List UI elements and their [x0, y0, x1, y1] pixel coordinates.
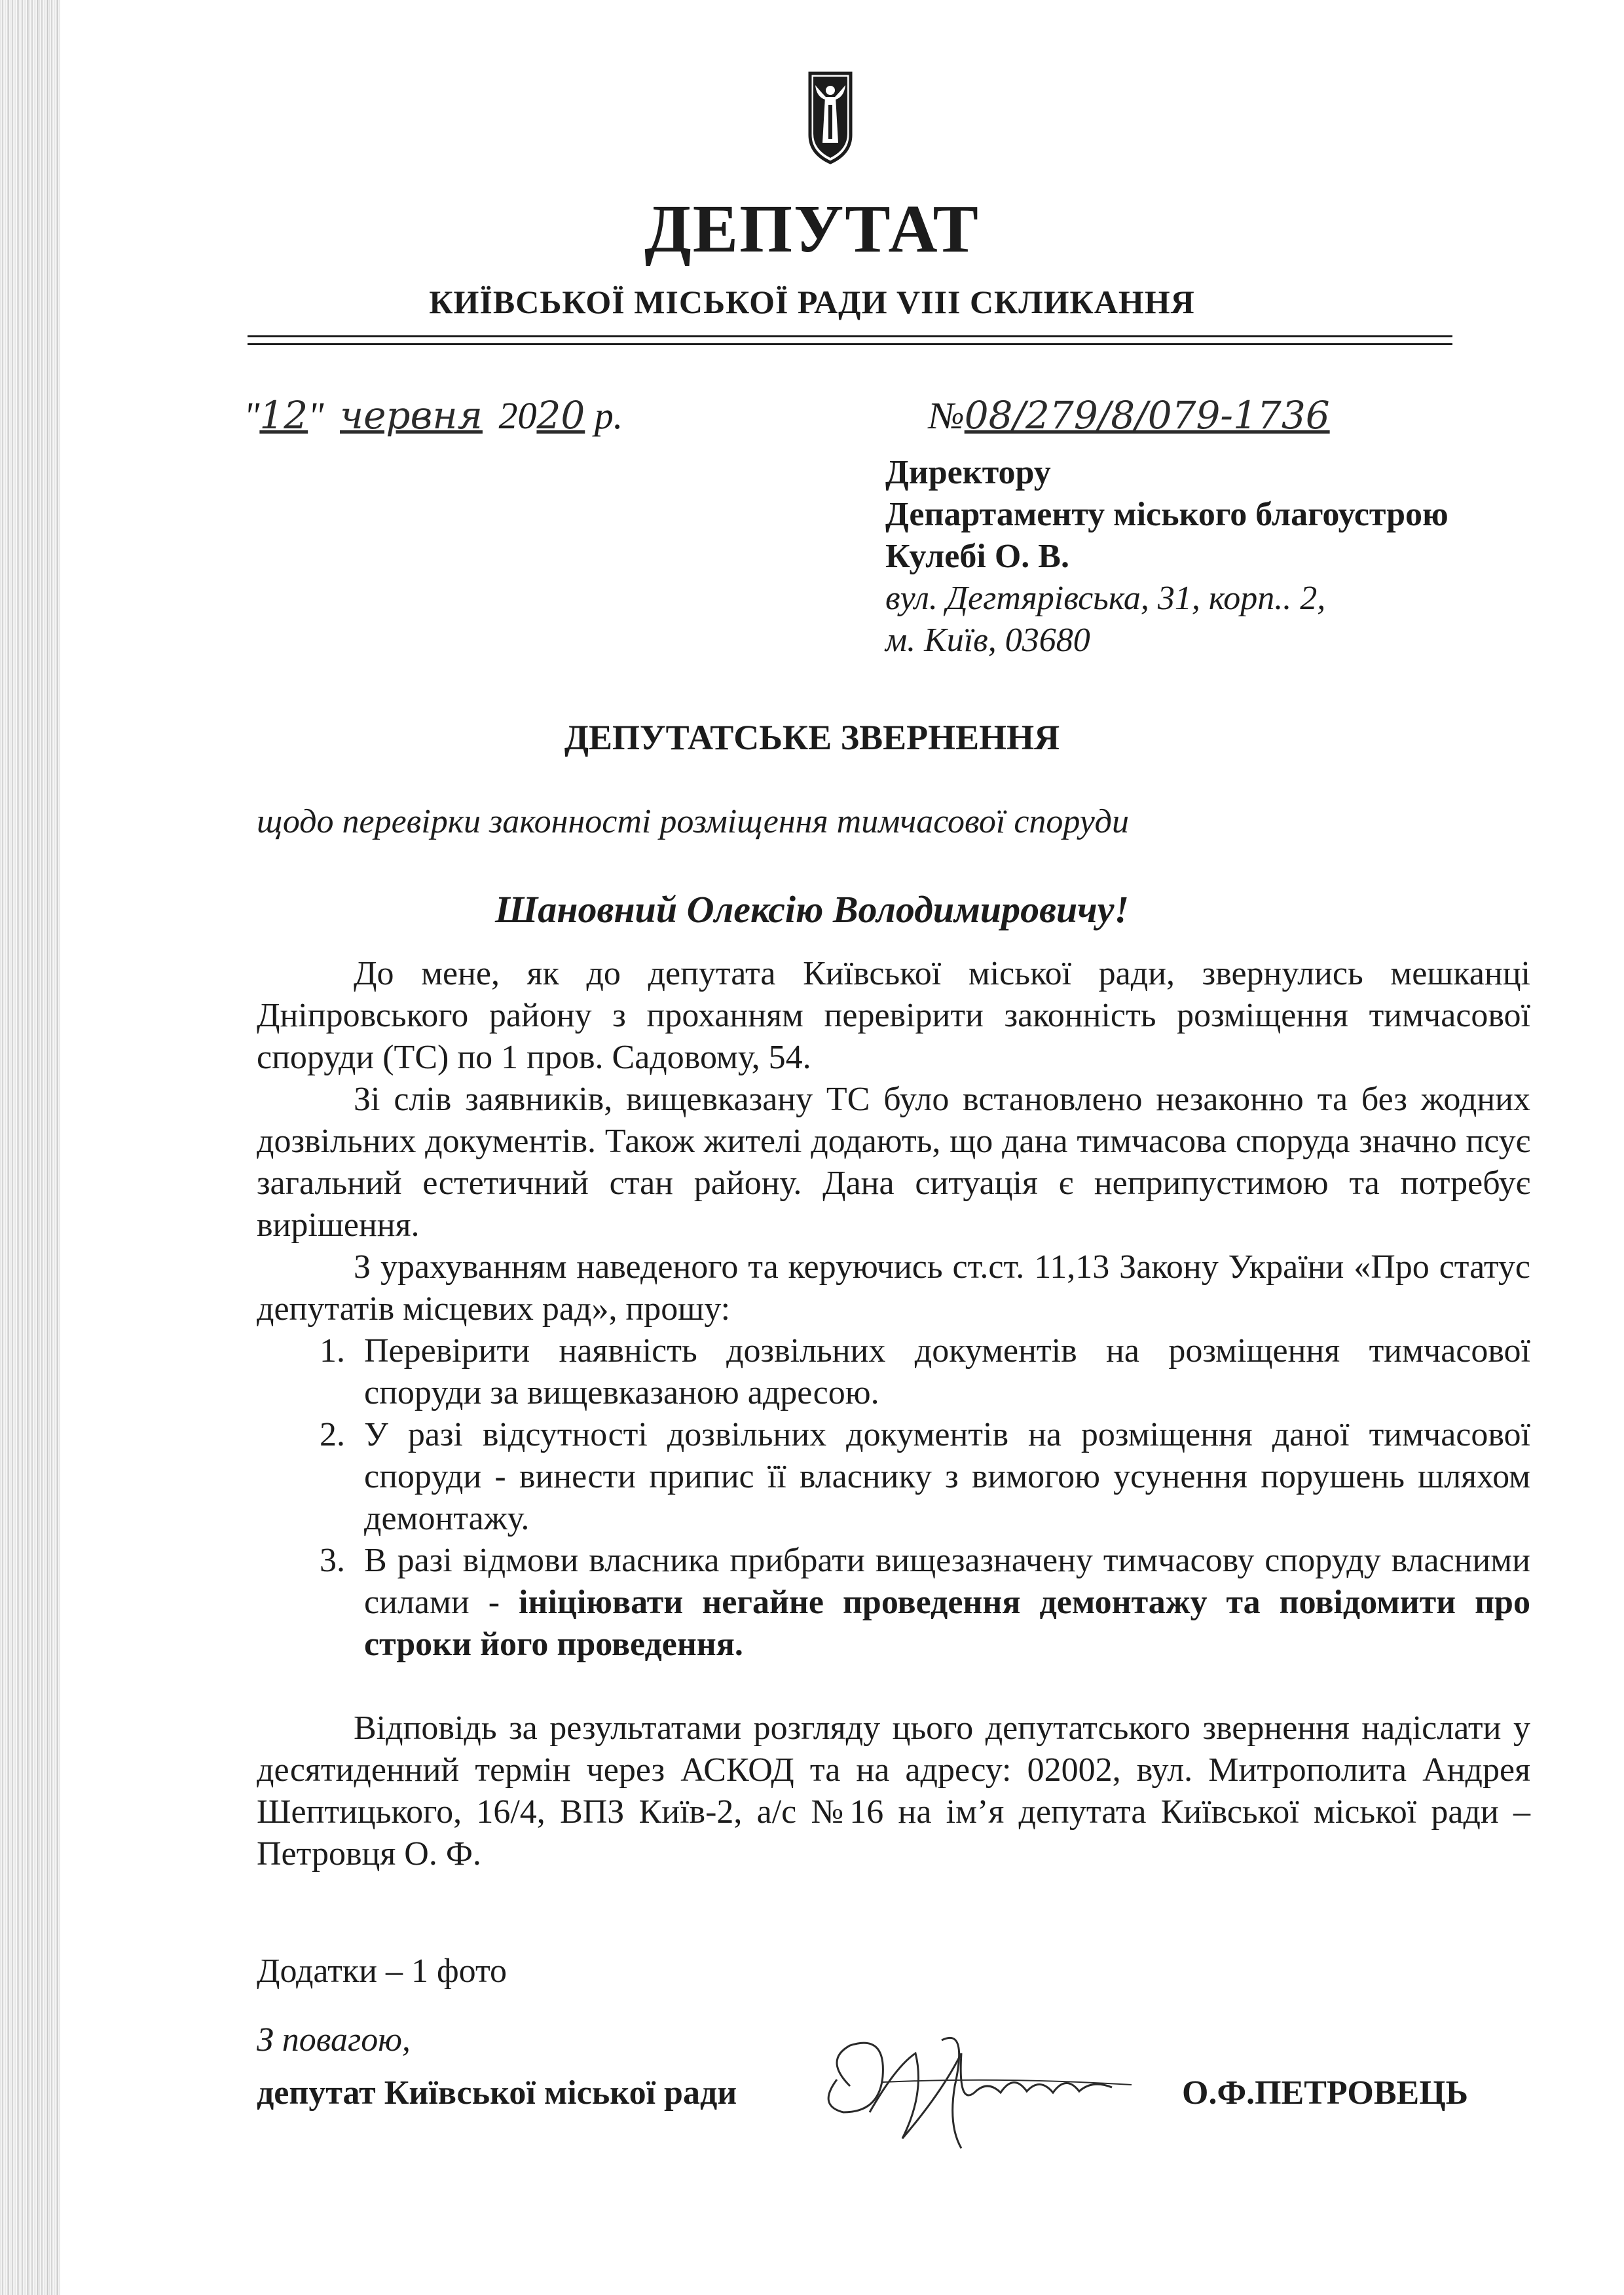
document-body: [257, 953, 1530, 1875]
document-subject: щодо перевірки законності розміщення тимчасової споруди: [257, 803, 1129, 840]
document-date: [244, 393, 623, 438]
salutation: Шановний Олексію Володимировичу!: [494, 888, 1130, 931]
body-paragraph-4: Відповідь за результатами розгляду цього депутатського звернення надіслати у десятиденний термін через АСКОД та на адресу: 02002, вул. Митрополита Андрея Шептицького, 16/4, ВПЗ Київ-2, а/с №16 на ім’я депутата Київської міської ради – Петровця О. Ф.: [257, 1709, 1530, 1873]
closing-regards: З повагою,: [257, 2021, 411, 2059]
header-rule-top: [248, 335, 1452, 337]
addressee-city: м. Київ, 03680: [885, 622, 1090, 659]
kyiv-coat-of-arms-icon: [807, 71, 853, 165]
addressee-street: вул. Дегтярівська, 31, корп.. 2,: [885, 580, 1326, 617]
handwritten-signature: [804, 2014, 1145, 2152]
request-item-3: [354, 1540, 1530, 1666]
date-quote-open: ": [244, 394, 260, 437]
date-year-suffix: 20: [536, 393, 585, 438]
request-list: [257, 1330, 1530, 1666]
addressee-block: [885, 452, 1449, 662]
request-item-3-text: В разі відмови власника прибрати вищезазначену тимчасову споруду власними силами -: [364, 1542, 1530, 1621]
request-item-1: 1. Перевірити наявність дозвільних документів на розміщення тимчасової споруди за вищевказаною адресою.: [354, 1330, 1530, 1414]
number-prefix: №: [929, 394, 965, 437]
request-item-3-emphasis: ініціювати негайне проведення демонтажу та повідомити про строки його проведення.: [364, 1584, 1530, 1663]
signatory-name: О.Ф.ПЕТРОВЕЦЬ: [1182, 2074, 1469, 2112]
body-paragraph-3: З урахуванням наведеного та керуючись ст.ст. 11,13 Закону України «Про статус депутатів місцевих рад», прошу:: [257, 1248, 1530, 1328]
request-item-2: 2. У разі відсутності дозвільних документів на розміщення даної тимчасової споруди - винести припис її власнику з вимогою усунення порушень шляхом демонтажу.: [354, 1414, 1530, 1540]
addressee-department: Департаменту міського благоустрою: [885, 496, 1449, 533]
number-value: 08/279/8/079-1736: [964, 393, 1330, 438]
addressee-position: Директору: [885, 454, 1051, 491]
document-number: [929, 393, 1330, 438]
date-day: 12: [259, 393, 308, 438]
attachments-note: Додатки – 1 фото: [257, 1952, 507, 1990]
signatory-role: депутат Київської міської ради: [257, 2074, 737, 2112]
header-rule-bottom: [248, 343, 1452, 345]
scan-edge-artifact: [0, 0, 60, 2295]
body-paragraph-2: Зі слів заявників, вищевказану ТС було встановлено незаконно та без жодних дозвільних документів. Також жителі додають, що дана тимчасова споруда значно псує загальний естетичний стан району. Дана ситуація є неприпустимою та потребує вирішення.: [257, 1081, 1530, 1244]
addressee-name: Кулебі О. В.: [885, 538, 1069, 575]
header-subtitle: КИЇВСЬКОЇ МІСЬКОЇ РАДИ VIII СКЛИКАННЯ: [429, 284, 1195, 320]
body-paragraph-1: До мене, як до депутата Київської міської ради, звернулись мешканці Дніпровського району з проханням перевірити законність розміщення тимчасової споруди (ТС) по 1 пров. Садовому, 54.: [257, 955, 1530, 1076]
date-unit: р.: [594, 394, 623, 437]
date-year-prefix: 20: [498, 394, 537, 437]
header-title: ДЕПУТАТ: [644, 191, 980, 267]
document-title: ДЕПУТАТСЬКЕ ЗВЕРНЕННЯ: [564, 718, 1060, 757]
date-quote-close: ": [308, 394, 324, 437]
date-month: червня: [340, 393, 483, 438]
